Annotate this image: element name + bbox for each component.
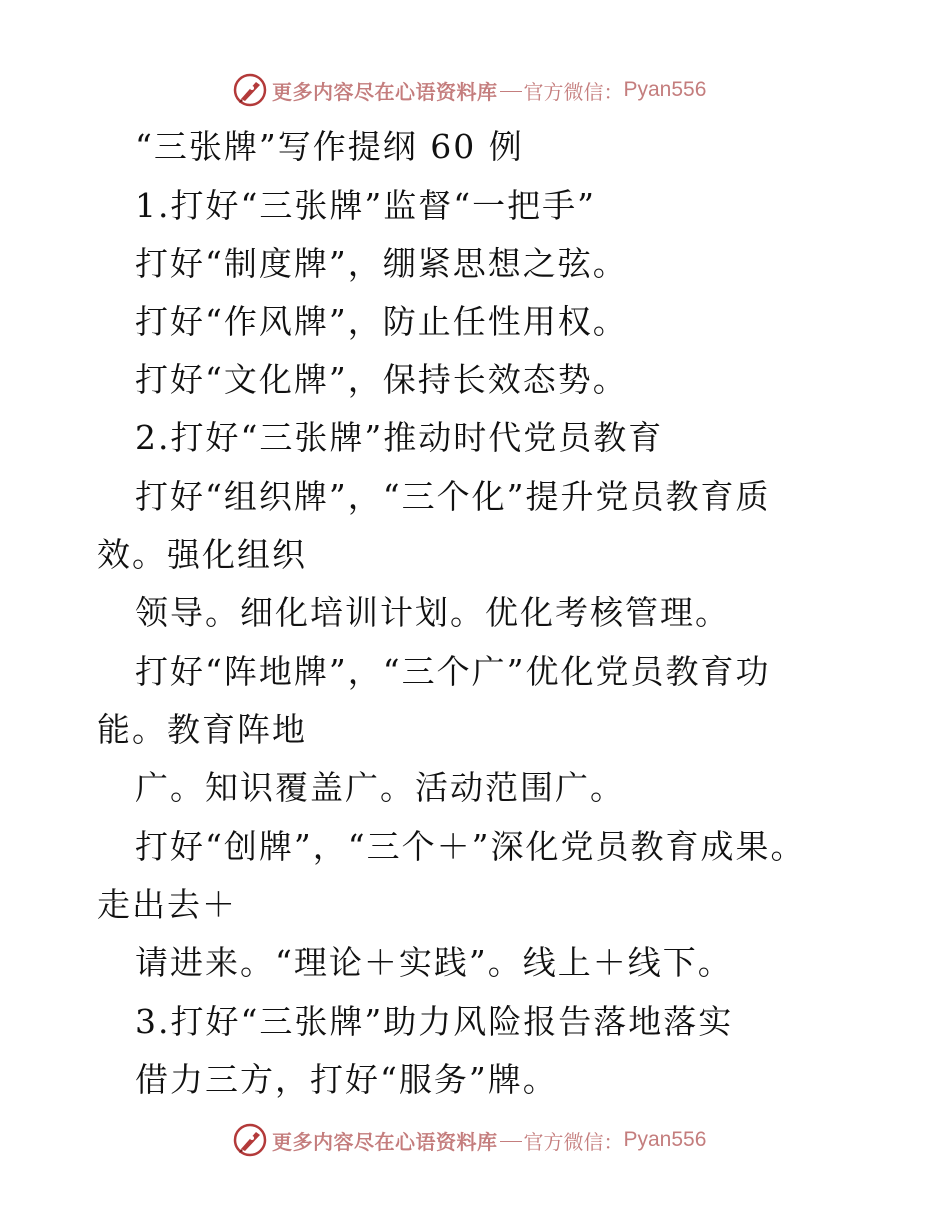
section-heading-2: 2.打好“三张牌”推动时代党员教育 — [135, 418, 664, 457]
banner-wechat-label: 官方微信： — [523, 1129, 624, 1154]
body-line: 能。教育阵地 — [97, 710, 307, 749]
body-line: 打好“作风牌”，防止任性用权。 — [135, 302, 628, 341]
body-line: 打好“文化牌”，保持长效态势。 — [135, 360, 628, 399]
banner-wechat-id: Pyan556 — [623, 1128, 707, 1151]
banner-title: 更多内容尽在心语资料库 — [272, 79, 498, 104]
section-heading-3: 3.打好“三张牌”助力风险报告落地落实 — [135, 1002, 734, 1041]
body-line: 打好“阵地牌”，“三个广”优化党员教育功 — [135, 652, 771, 691]
body-line: 广。知识覆盖广。活动范围广。 — [135, 768, 625, 807]
body-line: 借力三方，打好“服务”牌。 — [135, 1060, 558, 1099]
banner-title: 更多内容尽在心语资料库 — [272, 1129, 498, 1154]
body-line: 打好“制度牌”，绷紧思想之弦。 — [135, 244, 628, 283]
body-line: 请进来。“理论＋实践”。线上＋线下。 — [135, 943, 733, 982]
footer-banner — [232, 1121, 706, 1159]
header-banner — [232, 71, 706, 109]
banner-wechat-id: Pyan556 — [623, 78, 707, 101]
pen-logo-icon — [232, 72, 268, 108]
body-line: 领导。细化培训计划。优化考核管理。 — [135, 593, 730, 632]
body-line: 效。强化组织 — [97, 535, 307, 574]
banner-divider — [500, 1141, 522, 1142]
banner-wechat-label: 官方微信： — [523, 79, 624, 104]
body-line: 打好“创牌”，“三个＋”深化党员教育成果。 — [135, 827, 806, 866]
pen-logo-icon — [232, 1122, 268, 1158]
banner-divider — [500, 91, 522, 92]
section-heading-1: 1.打好“三张牌”监督“一把手” — [135, 186, 596, 225]
body-line: 走出去＋ — [97, 885, 237, 924]
body-line: 打好“组织牌”，“三个化”提升党员教育质 — [135, 477, 771, 516]
document-title: “三张牌”写作提纲 60 例 — [135, 127, 524, 166]
